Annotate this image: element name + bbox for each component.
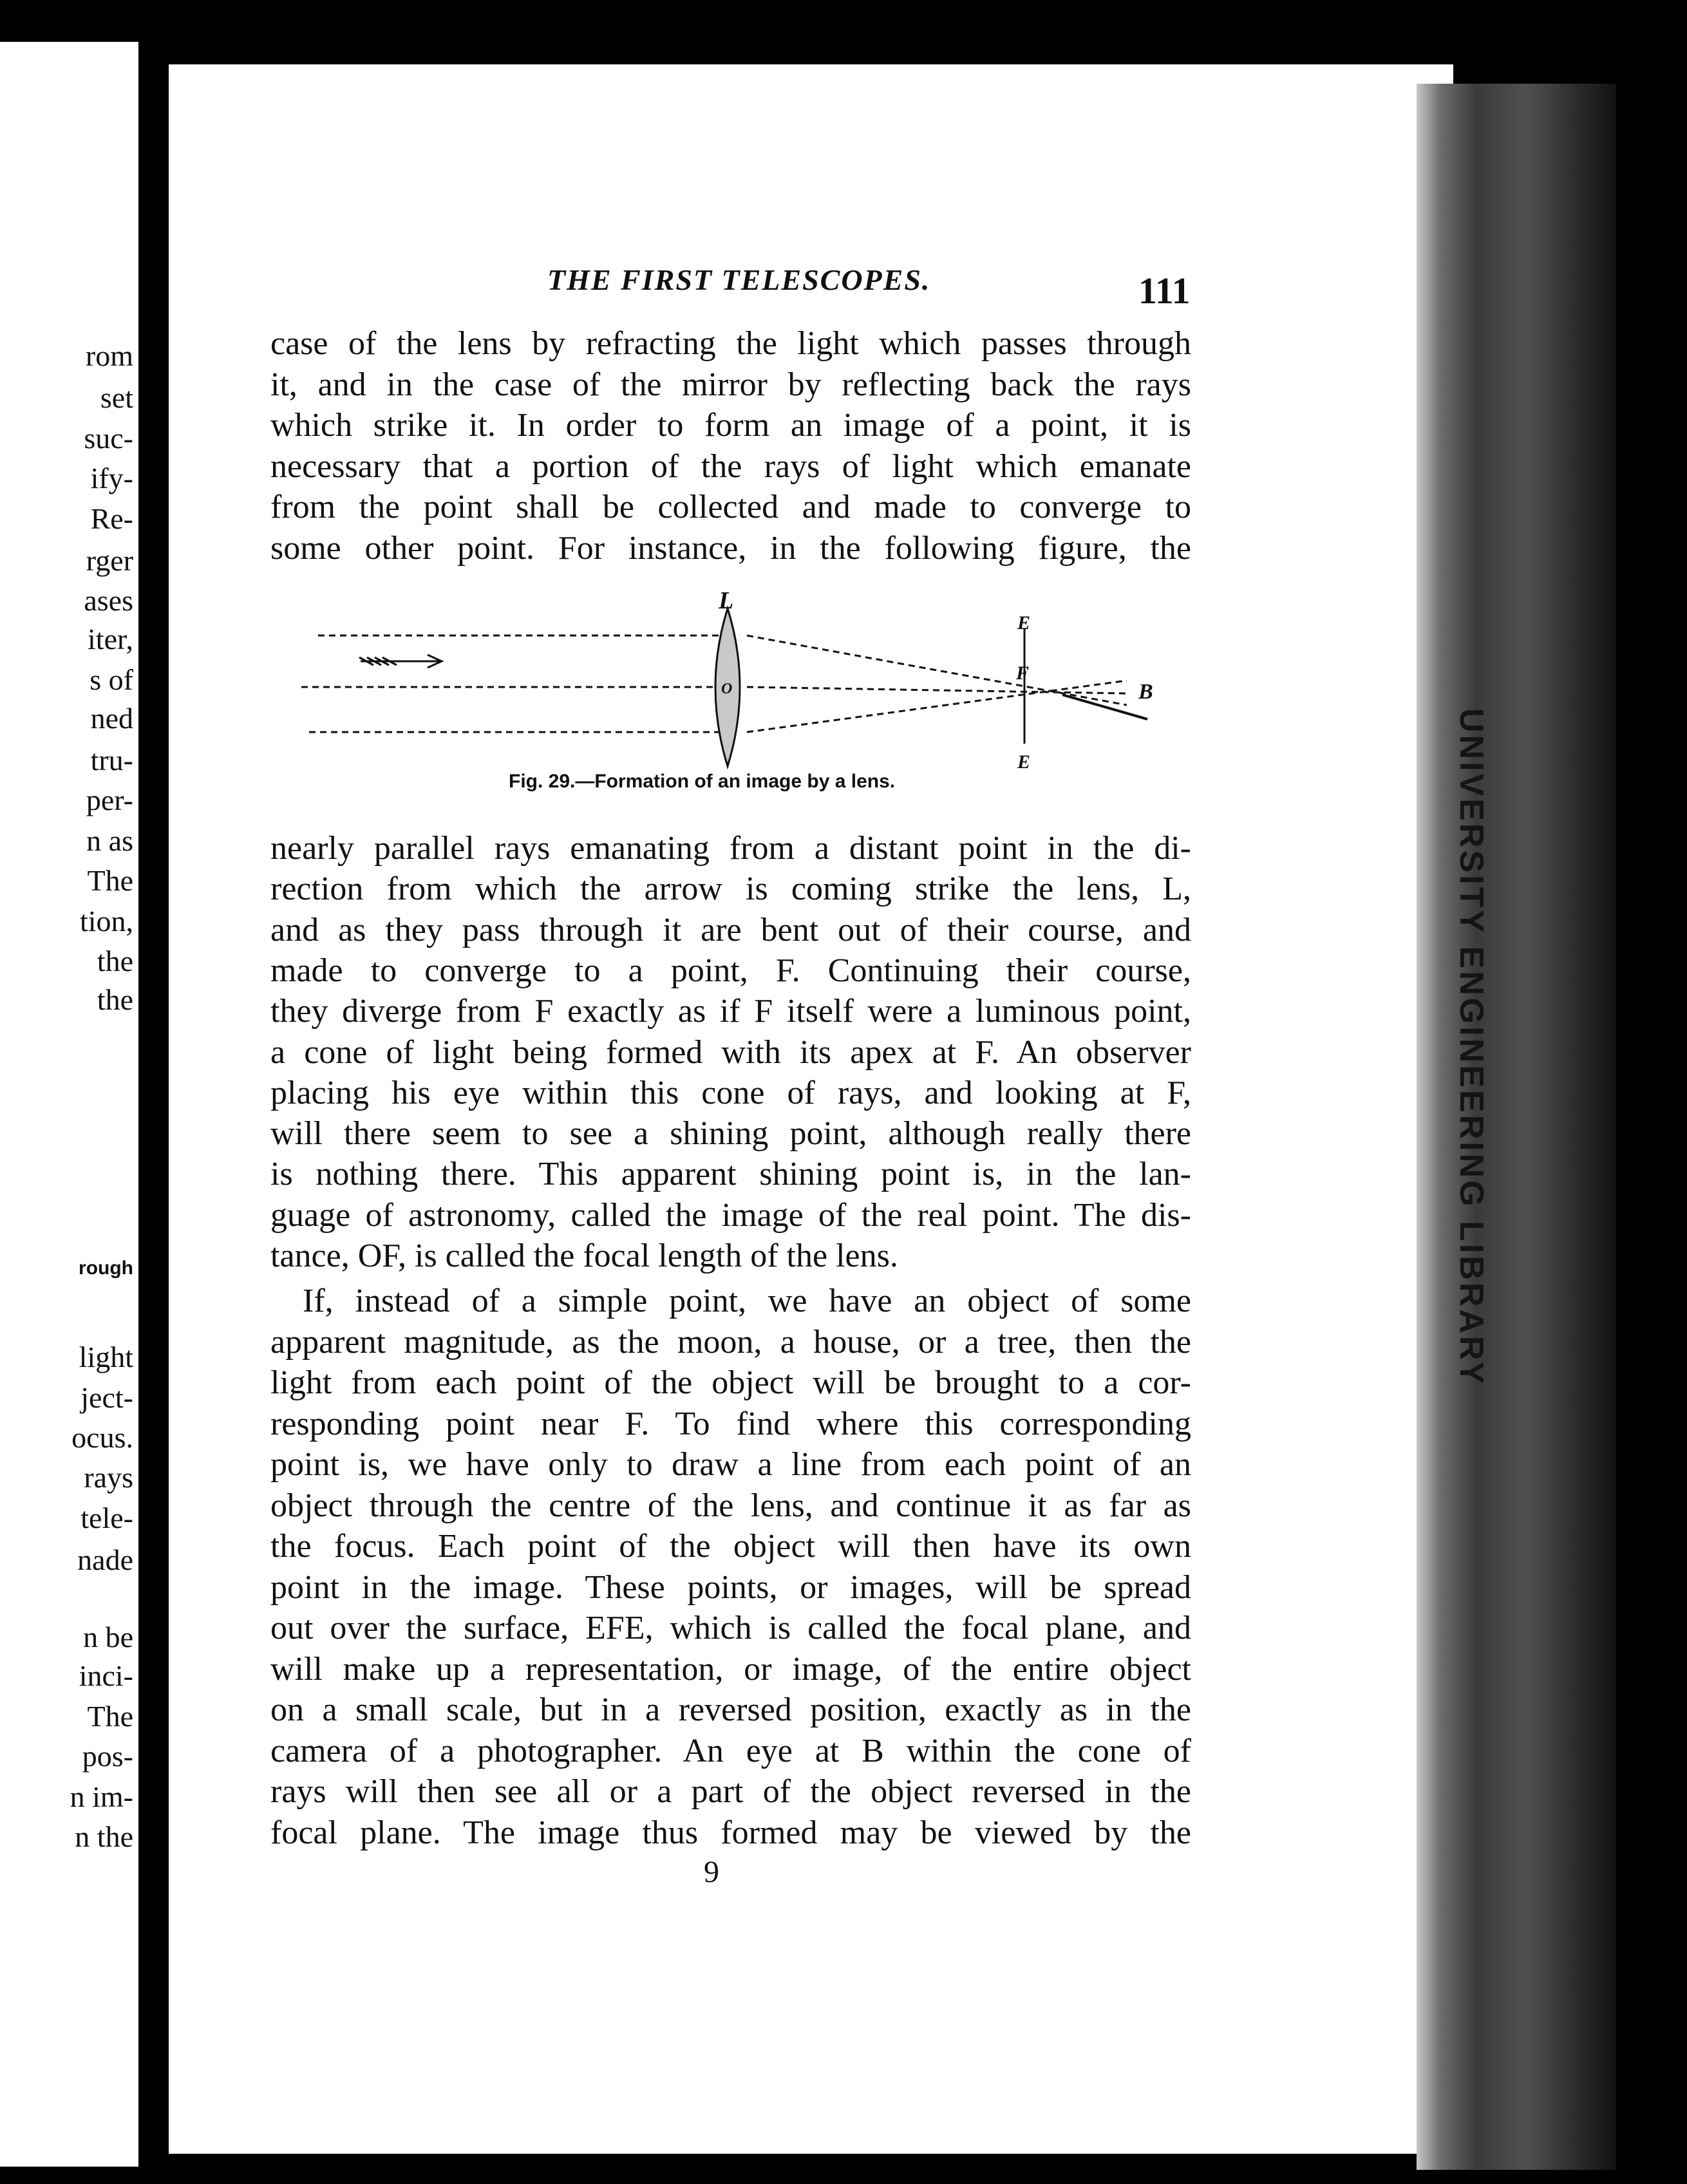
left-page-fragment: inci- [79,1659,133,1692]
left-page-fragment: The [87,864,133,897]
label-L: L [719,587,734,614]
text-line: point is, we have only to draw a line from each point of an [270,1446,1191,1483]
left-page-fragment: iter, [88,623,133,655]
text-line: nearly parallel rays emanating from a distant point in the di- [270,830,1191,867]
ray-diverging-solid [1062,695,1147,719]
text-line: is nothing there. This apparent shining point is, in the lan- [270,1156,1191,1193]
ray-top-refracted [747,635,1127,705]
left-page-fragment: ify- [90,462,133,494]
arrow-icon [359,655,442,668]
text-line: camera of a photographer. An eye at B within the cone of [270,1732,1191,1769]
left-page-fragment: rough [79,1257,133,1279]
left-page-fragment: the [97,983,133,1016]
text-line: will there seem to see a shining point, although really there [270,1115,1191,1153]
page-number: 111 [1138,270,1191,312]
signature-mark: 9 [704,1855,719,1889]
left-page-fragment: ases [84,584,133,617]
text-line: some other point. For instance, in the following figure, the [270,529,1191,567]
text-line: from the point shall be collected and made to converge to [270,489,1191,525]
left-page-fragment: tele- [80,1502,133,1534]
text-line: light from each point of the object will be brought to a cor- [270,1364,1191,1401]
running-head: THE FIRST TELESCOPES. [547,263,931,296]
text-line: focal plane. The image thus formed may be viewed by the [270,1814,1191,1851]
text-line: on a small scale, but in a reversed position, exactly as in the [270,1691,1191,1728]
left-page-fragment: pos- [82,1740,133,1773]
label-B: B [1138,680,1153,704]
left-page-fragment: rays [84,1461,133,1494]
label-E-top: E [1017,612,1031,634]
left-page-fragment: nade [77,1543,133,1576]
text-line: placing his eye within this cone of rays, and looking at F, [270,1074,1191,1111]
text-line: rays will then see all or a part of the object reversed in the [270,1773,1191,1810]
left-page-fragment: suc- [84,422,133,455]
left-page-fragment: n be [83,1621,133,1653]
label-F: F [1016,663,1030,684]
library-stamp [1452,708,1497,1577]
book-fore-edge [1417,84,1616,2170]
text-line: they diverge from F exactly as if F itself were a luminous point, [270,993,1191,1030]
ray-middle-refracted [747,687,1127,693]
left-page-fragment: ocus. [71,1421,133,1454]
left-page-fragment: n as [86,824,133,857]
text-line: tance, OF, is called the focal length of the lens. [270,1238,898,1274]
label-O: O [721,681,733,697]
text-line: and as they pass through it are bent out of their course, and [270,911,1191,948]
figure-caption: Fig. 29.—Formation of an image by a lens. [509,771,896,792]
text-line: a cone of light being formed with its apex at F. An observer [270,1033,1191,1071]
text-line: point in the image. These points, or images, will be spread [270,1568,1191,1606]
text-line: guage of astronomy, called the image of the real point. The dis- [270,1196,1191,1234]
label-E-bottom: E [1017,751,1031,773]
text-line: apparent magnitude, as the moon, a house, or a tree, then the [270,1323,1191,1360]
text-line: made to converge to a point, F. Continuing their course, [270,952,1191,989]
text-line: which strike it. In order to form an image of a point, it is [270,407,1191,444]
left-page-fragment: ject- [80,1381,133,1414]
left-page-fragment: per- [86,784,133,816]
library-stamp-text: UNIVERSITY ENGINEERING LIBRARY [1453,708,1490,1387]
text-line: responding point near F. To find where this corresponding [270,1405,1191,1442]
text-line: the focus. Each point of the object will then have its own [270,1528,1191,1565]
left-page-fragment: tru- [90,744,133,777]
left-page-fragment: Re- [90,502,133,535]
left-page-fragment: s of [90,663,133,696]
left-page-fragment: rger [86,544,133,577]
lens-diagram [296,583,1185,776]
left-page-fragment: light [79,1341,133,1373]
previous-page-edge [0,42,138,2167]
left-page-fragment: n the [75,1820,133,1853]
left-page-fragment: the [97,945,133,977]
text-line: necessary that a portion of the rays of light which emanate [270,447,1191,485]
left-page-fragment: The [87,1700,133,1733]
text-line: case of the lens by refracting the light which passes through [270,325,1191,362]
text-line: rection from which the arrow is coming strike the lens, L, [270,871,1191,908]
left-page-fragment: rom [85,339,133,372]
left-page-fragment: ned [90,702,133,735]
text-line: object through the centre of the lens, and continue it as far as [270,1487,1191,1524]
left-page-fragment: tion, [79,905,133,937]
text-line: it, and in the case of the mirror by reflecting back the rays [270,366,1191,403]
left-page-fragment: n im- [70,1780,133,1813]
text-line: out over the surface, EFE, which is called the focal plane, and [270,1610,1191,1646]
text-line: will make up a representation, or image, of the entire object [270,1650,1191,1688]
text-line: If, instead of a simple point, we have an object of some [303,1283,1191,1319]
left-page-fragment: set [100,381,133,414]
